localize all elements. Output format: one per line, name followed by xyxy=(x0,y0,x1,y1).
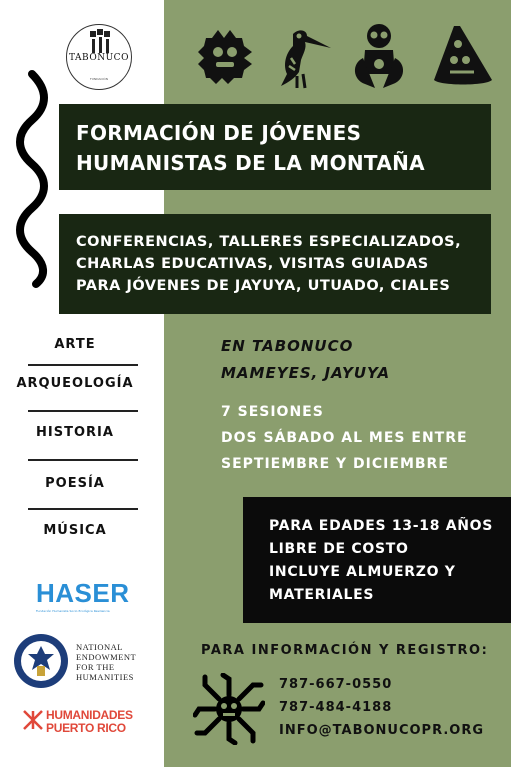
divider xyxy=(28,459,138,461)
humanidades-line-1: HUMANIDADES xyxy=(46,708,133,722)
neh-line-4: HUMANITIES xyxy=(76,672,134,682)
humanidades-line-2: PUERTO RICO xyxy=(46,721,126,735)
phone-1[interactable]: 787-667-0550 xyxy=(279,677,393,692)
neh-logo-text xyxy=(76,642,136,682)
sun-spider-icon xyxy=(193,673,265,745)
sessions-line-1: 7 SESIONES xyxy=(221,404,324,420)
haser-tagline: Fundación Humanista Socio Ecológica Resiliencia xyxy=(36,609,110,613)
sessions-line-2: DOS SÁBADO AL MES ENTRE xyxy=(221,430,468,446)
sun-petroglyph-icon xyxy=(196,28,254,86)
details-line-1: PARA EDADES 13-18 AÑOS xyxy=(269,518,494,534)
subject-historia: HISTORIA xyxy=(36,425,114,440)
tabonuco-logo xyxy=(66,24,132,90)
decorative-wave-line xyxy=(12,70,52,290)
title-box xyxy=(59,104,491,190)
email-link[interactable]: INFO@TABONUCOPR.ORG xyxy=(279,723,485,738)
haser-logo: HASER xyxy=(36,578,130,608)
title-line-1: FORMACIÓN DE JÓVENES xyxy=(76,121,362,145)
tree-logo-icon xyxy=(88,29,112,53)
neh-line-3: FOR THE xyxy=(76,662,115,672)
humanidades-mark-icon xyxy=(22,709,44,731)
details-line-3: INCLUYE ALMUERZO Y xyxy=(269,564,456,580)
location-line-2: MAMEYES, JAYUYA xyxy=(221,364,391,382)
details-line-4: MATERIALES xyxy=(269,587,375,603)
subject-musica: MÚSICA xyxy=(43,523,107,538)
details-line-2: LIBRE DE COSTO xyxy=(269,541,409,557)
description-line-3: PARA JÓVENES DE JAYUYA, UTUADO, CIALES xyxy=(76,278,451,294)
phone-2[interactable]: 787-484-4188 xyxy=(279,700,393,715)
program-description-box xyxy=(59,214,491,314)
subject-arqueologia: ARQUEOLOGÍA xyxy=(16,376,134,391)
cemi-figure-icon xyxy=(351,22,407,92)
divider xyxy=(28,410,138,412)
info-title: PARA INFORMACIÓN Y REGISTRO: xyxy=(201,643,489,658)
neh-line-1: NATIONAL xyxy=(76,642,123,652)
neh-seal-icon xyxy=(12,632,70,690)
subject-poesia: POESÍA xyxy=(45,476,105,491)
cemi-triangle-icon xyxy=(430,24,496,88)
divider xyxy=(28,364,138,366)
description-line-2: CHARLAS EDUCATIVAS, VISITAS GUIADAS xyxy=(76,256,429,272)
subject-arte: ARTE xyxy=(54,337,96,352)
bird-petroglyph-icon xyxy=(273,26,333,90)
neh-line-2: ENDOWMENT xyxy=(76,652,137,662)
description-line-1: CONFERENCIAS, TALLERES ESPECIALIZADOS, xyxy=(76,234,462,250)
location-line-1: EN TABONUCO xyxy=(221,337,354,355)
eligibility-box xyxy=(243,497,511,623)
sessions-line-3: SEPTIEMBRE Y DICIEMBRE xyxy=(221,456,449,472)
divider xyxy=(28,508,138,510)
title-line-2: HUMANISTAS DE LA MONTAÑA xyxy=(76,151,425,175)
logo-tagline: FUNDACIÓN xyxy=(89,77,108,81)
logo-name: TABONUCO xyxy=(69,53,129,63)
